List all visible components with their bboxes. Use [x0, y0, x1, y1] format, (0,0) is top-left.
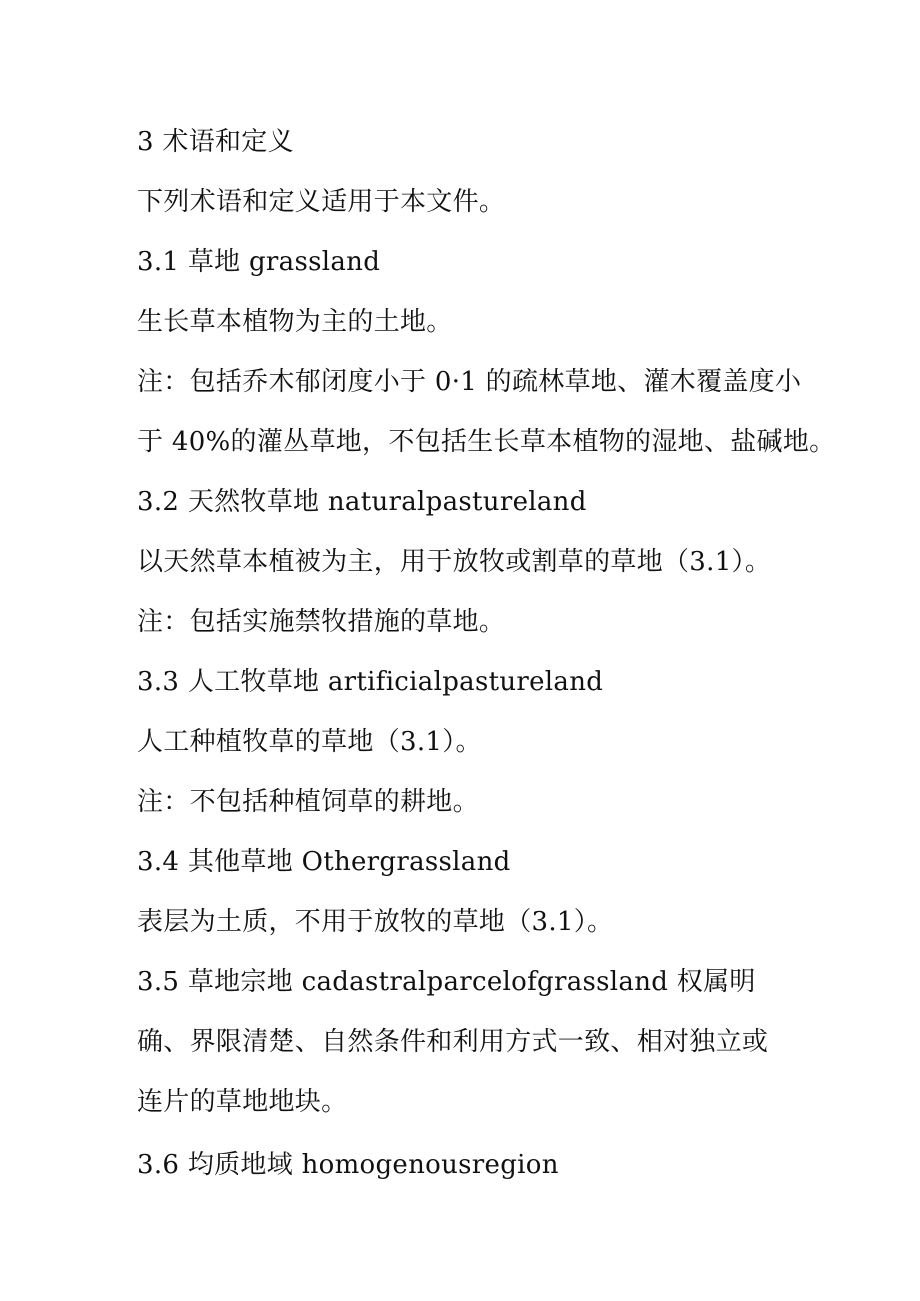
intro-paragraph: 下列术语和定义适用于本文件。: [137, 187, 506, 217]
term-heading-other-grassland: 3.4 其他草地 Othergrassland: [137, 847, 511, 877]
definition-cadastral-parcel-line2: 连片的草地地块。: [137, 1087, 348, 1117]
definition-artificial-pastureland: 人工种植牧草的草地（3.1）。: [137, 727, 482, 757]
term-heading-grassland: 3.1 草地 grassland: [137, 247, 381, 277]
term-heading-natural-pastureland: 3.2 天然牧草地 naturalpastureland: [137, 487, 587, 517]
note-artificial-pastureland: 注：不包括种植饲草的耕地。: [137, 787, 479, 817]
definition-cadastral-parcel-line1: 确、界限清楚、自然条件和利用方式一致、相对独立或: [137, 1027, 769, 1057]
note-grassland-line2: 于 40%的灌丛草地，不包括生长草本植物的湿地、盐碱地。: [137, 427, 836, 457]
note-grassland-line1: 注：包括乔木郁闭度小于 0·1 的疏林草地、灌木覆盖度小: [137, 367, 802, 397]
term-heading-homogenous-region: 3.6 均质地域 homogenousregion: [137, 1150, 559, 1180]
note-natural-pastureland: 注：包括实施禁牧措施的草地。: [137, 607, 506, 637]
term-heading-cadastral-parcel: 3.5 草地宗地 cadastralparcelofgrassland 权属明: [137, 967, 756, 997]
term-heading-artificial-pastureland: 3.3 人工牧草地 artificialpastureland: [137, 667, 604, 697]
definition-grassland: 生长草本植物为主的土地。: [137, 307, 453, 337]
definition-other-grassland: 表层为土质，不用于放牧的草地（3.1）。: [137, 907, 614, 937]
section-heading: 3 术语和定义: [137, 127, 294, 157]
definition-natural-pastureland: 以天然草本植被为主，用于放牧或割草的草地（3.1）。: [137, 547, 772, 577]
